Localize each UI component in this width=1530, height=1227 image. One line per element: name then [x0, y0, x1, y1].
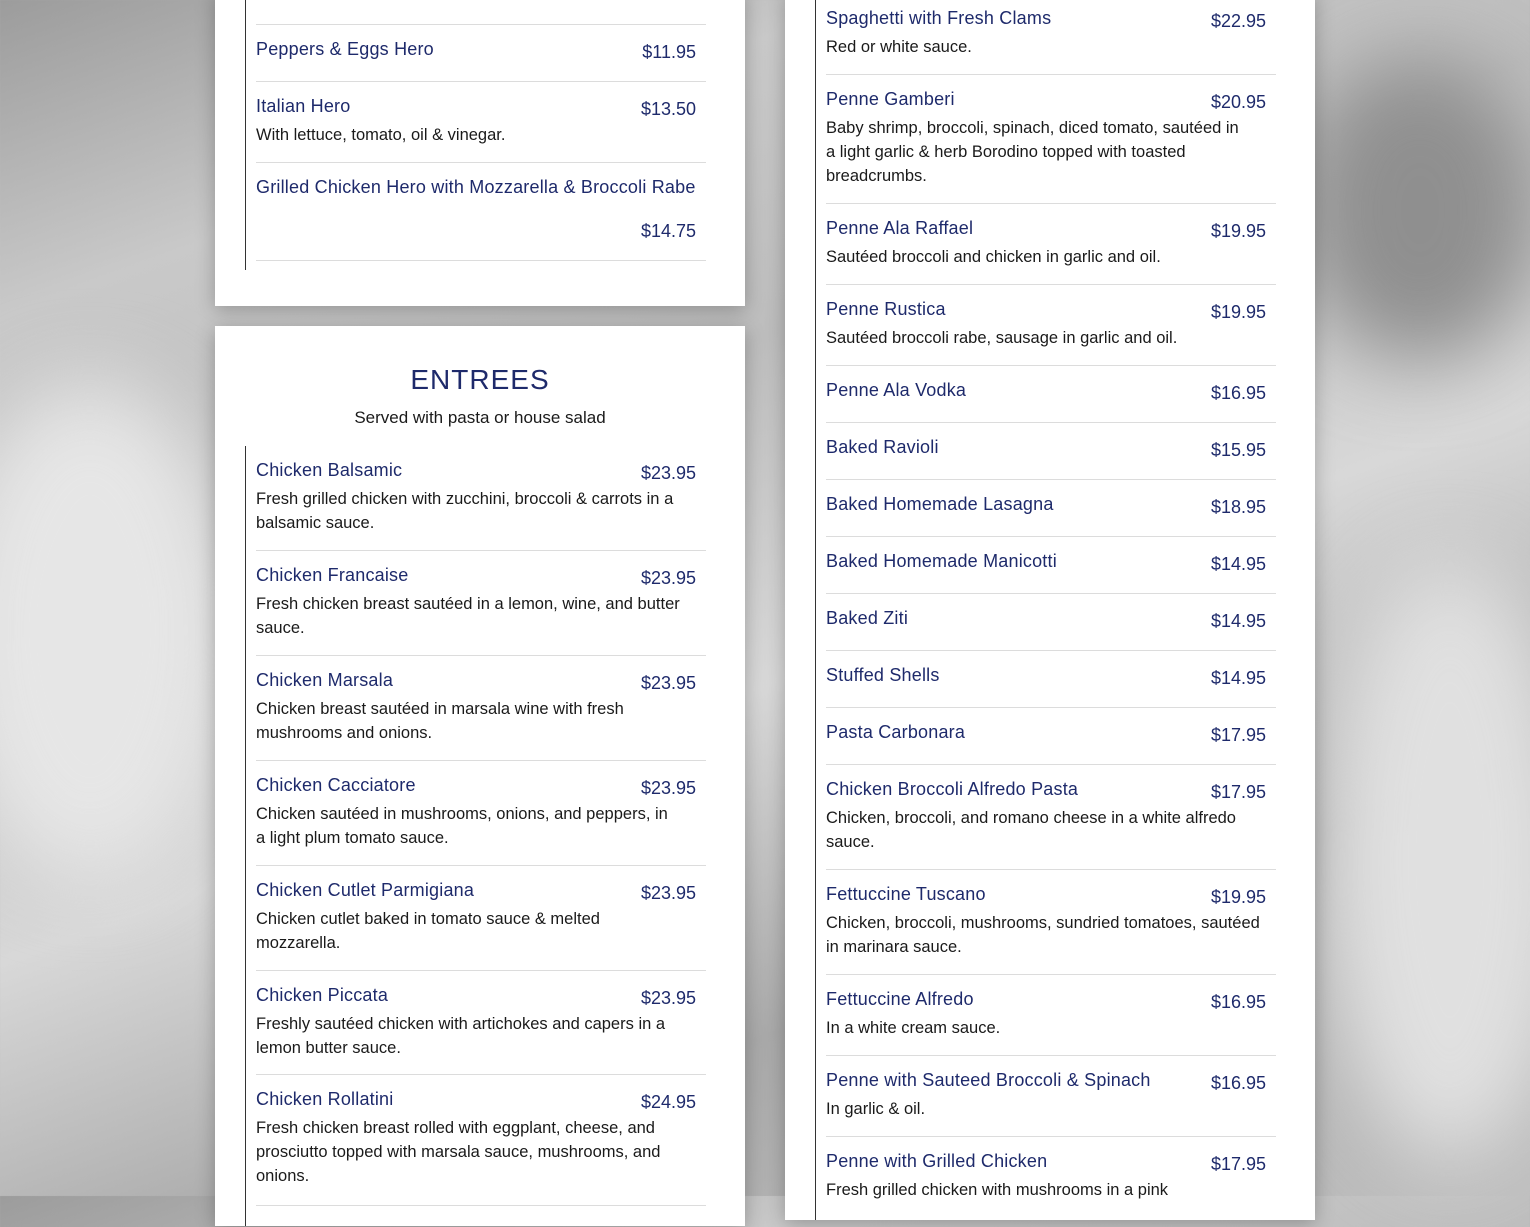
section-title: ENTREES — [410, 364, 550, 395]
list-item — [826, 870, 1276, 975]
list-item — [826, 1056, 1276, 1137]
item-name: Penne with Grilled Chicken — [826, 1151, 1048, 1171]
item-price: $23.95 — [640, 778, 696, 798]
item-price: $14.75 — [640, 221, 696, 241]
item-price: $17.95 — [1210, 1154, 1266, 1174]
list-item — [826, 204, 1276, 285]
item-name: Penne Rustica — [826, 299, 946, 319]
item-name: Chicken Francaise — [256, 565, 409, 585]
list-item — [256, 1075, 706, 1206]
item-price: $14.95 — [1210, 668, 1266, 688]
item-name: Chicken Marsala — [256, 670, 394, 690]
list-item — [256, 82, 706, 163]
item-name: Pasta Carbonara — [826, 722, 966, 742]
item-price: $15.95 — [1210, 440, 1266, 460]
item-description: Sautéed broccoli and chicken in garlic and oil. — [826, 248, 1161, 266]
item-name: Chicken Cacciatore — [256, 775, 416, 795]
item-description: Chicken cutlet baked in tomato sauce & melted mozzarella. — [256, 910, 600, 952]
list-item — [826, 537, 1276, 594]
list-item — [826, 480, 1276, 537]
item-price: $23.95 — [640, 883, 696, 903]
item-name: Italian Hero — [256, 96, 351, 116]
list-item — [256, 0, 706, 25]
item-price: $14.95 — [1210, 611, 1266, 631]
item-price: $11.95 — [642, 42, 696, 62]
item-name: Chicken Cutlet Parmigiana — [256, 880, 475, 900]
item-name: Chicken Balsamic — [256, 460, 403, 480]
list-item — [826, 423, 1276, 480]
list-item — [256, 25, 706, 82]
item-price: $24.95 — [640, 1092, 696, 1112]
item-description: Sautéed broccoli rabe, sausage in garlic and oil. — [826, 329, 1178, 347]
list-item — [826, 594, 1276, 651]
item-name: Stuffed Shells — [826, 665, 940, 685]
item-price: $16.95 — [1210, 992, 1266, 1012]
item-name: Penne with Sauteed Broccoli & Spinach — [826, 1070, 1151, 1090]
item-price: $16.95 — [1210, 383, 1266, 403]
list-item — [256, 761, 706, 866]
item-name: Peppers & Eggs Hero — [256, 39, 434, 59]
item-description: Chicken sautéed in mushrooms, onions, and peppers, in a light plum tomato sauce. — [256, 805, 668, 847]
pasta-card — [785, 0, 1315, 1220]
list-item — [826, 1137, 1276, 1227]
list-item — [826, 366, 1276, 423]
item-price: $18.95 — [1210, 497, 1266, 517]
list-item — [256, 656, 706, 761]
item-name: Baked Ravioli — [826, 437, 939, 457]
item-price: $17.95 — [1210, 782, 1266, 802]
item-name: Fettuccine Alfredo — [826, 989, 974, 1009]
item-name: Chicken Piccata — [256, 985, 389, 1005]
item-description: Fresh chicken breast sautéed in a lemon, wine, and butter sauce. — [256, 595, 680, 637]
item-description: Chicken, broccoli, mushrooms, sundried tomatoes, sautéed in marinara sauce. — [826, 914, 1260, 956]
entrees-list — [245, 446, 706, 1226]
list-item — [826, 75, 1276, 204]
list-item — [826, 651, 1276, 708]
list-item — [826, 975, 1276, 1056]
item-name: Chicken Broccoli Alfredo Pasta — [826, 779, 1079, 799]
item-description: Baby shrimp, broccoli, spinach, diced tomato, sautéed in a light garlic & herb Borodino topped with toasted breadcrumbs. — [826, 119, 1239, 185]
item-price: $16.95 — [1210, 1073, 1266, 1093]
item-price: $23.95 — [640, 988, 696, 1008]
item-name: Grilled Chicken Hero with Mozzarella & Broccoli Rabe — [256, 177, 696, 197]
item-price: $14.95 — [1210, 554, 1266, 574]
list-item — [256, 551, 706, 656]
item-price: $23.95 — [640, 568, 696, 588]
item-price: $20.95 — [1210, 92, 1266, 112]
item-description: Freshly sautéed chicken with artichokes and capers in a lemon butter sauce. — [256, 1015, 666, 1057]
item-price: $23.95 — [640, 673, 696, 693]
item-description: Chicken breast sautéed in marsala wine with fresh mushrooms and onions. — [256, 700, 624, 742]
item-name: Penne Gamberi — [826, 89, 955, 109]
section-subtitle: Served with pasta or house salad — [354, 408, 606, 427]
list-item — [826, 765, 1276, 870]
heroes-card — [215, 0, 745, 306]
heroes-list — [245, 0, 706, 270]
list-item — [826, 0, 1276, 75]
list-item — [826, 708, 1276, 765]
item-name: Spaghetti with Fresh Clams — [826, 8, 1052, 28]
item-description: Fresh grilled chicken with mushrooms in a pink — [826, 1181, 1169, 1199]
item-name: Penne Ala Vodka — [826, 380, 967, 400]
item-description: Fresh grilled chicken with zucchini, broccoli & carrots in a balsamic sauce. — [256, 490, 674, 532]
list-item — [256, 163, 706, 261]
item-description: In a white cream sauce. — [826, 1019, 1001, 1037]
item-description: With lettuce, tomato, oil & vinegar. — [256, 126, 506, 144]
entrees-card — [215, 326, 745, 1226]
item-price: $19.95 — [1210, 221, 1266, 241]
list-item — [256, 866, 706, 971]
item-name: Baked Ziti — [826, 608, 909, 628]
item-price: $13.50 — [640, 99, 696, 119]
item-description: In garlic & oil. — [826, 1100, 926, 1118]
pasta-list — [815, 0, 1276, 1220]
item-name: Penne Ala Raffael — [826, 218, 974, 238]
item-description: Fresh chicken breast rolled with eggplant, cheese, and prosciutto topped with marsala sauce, mushrooms, and onions. — [256, 1119, 661, 1185]
item-description: Chicken, broccoli, and romano cheese in a white alfredo sauce. — [826, 809, 1236, 851]
item-price: $23.95 — [640, 463, 696, 483]
item-price: $19.95 — [1210, 302, 1266, 322]
list-item — [256, 971, 706, 1075]
item-description: Red or white sauce. — [826, 38, 972, 56]
list-item — [826, 285, 1276, 366]
item-price: $19.95 — [1210, 887, 1266, 907]
item-name: Baked Homemade Lasagna — [826, 494, 1054, 514]
item-price: $22.95 — [1210, 11, 1266, 31]
item-name: Chicken Rollatini — [256, 1089, 394, 1109]
item-name: Fettuccine Tuscano — [826, 884, 986, 904]
item-name: Baked Homemade Manicotti — [826, 551, 1057, 571]
item-price: $17.95 — [1210, 725, 1266, 745]
list-item — [256, 446, 706, 551]
